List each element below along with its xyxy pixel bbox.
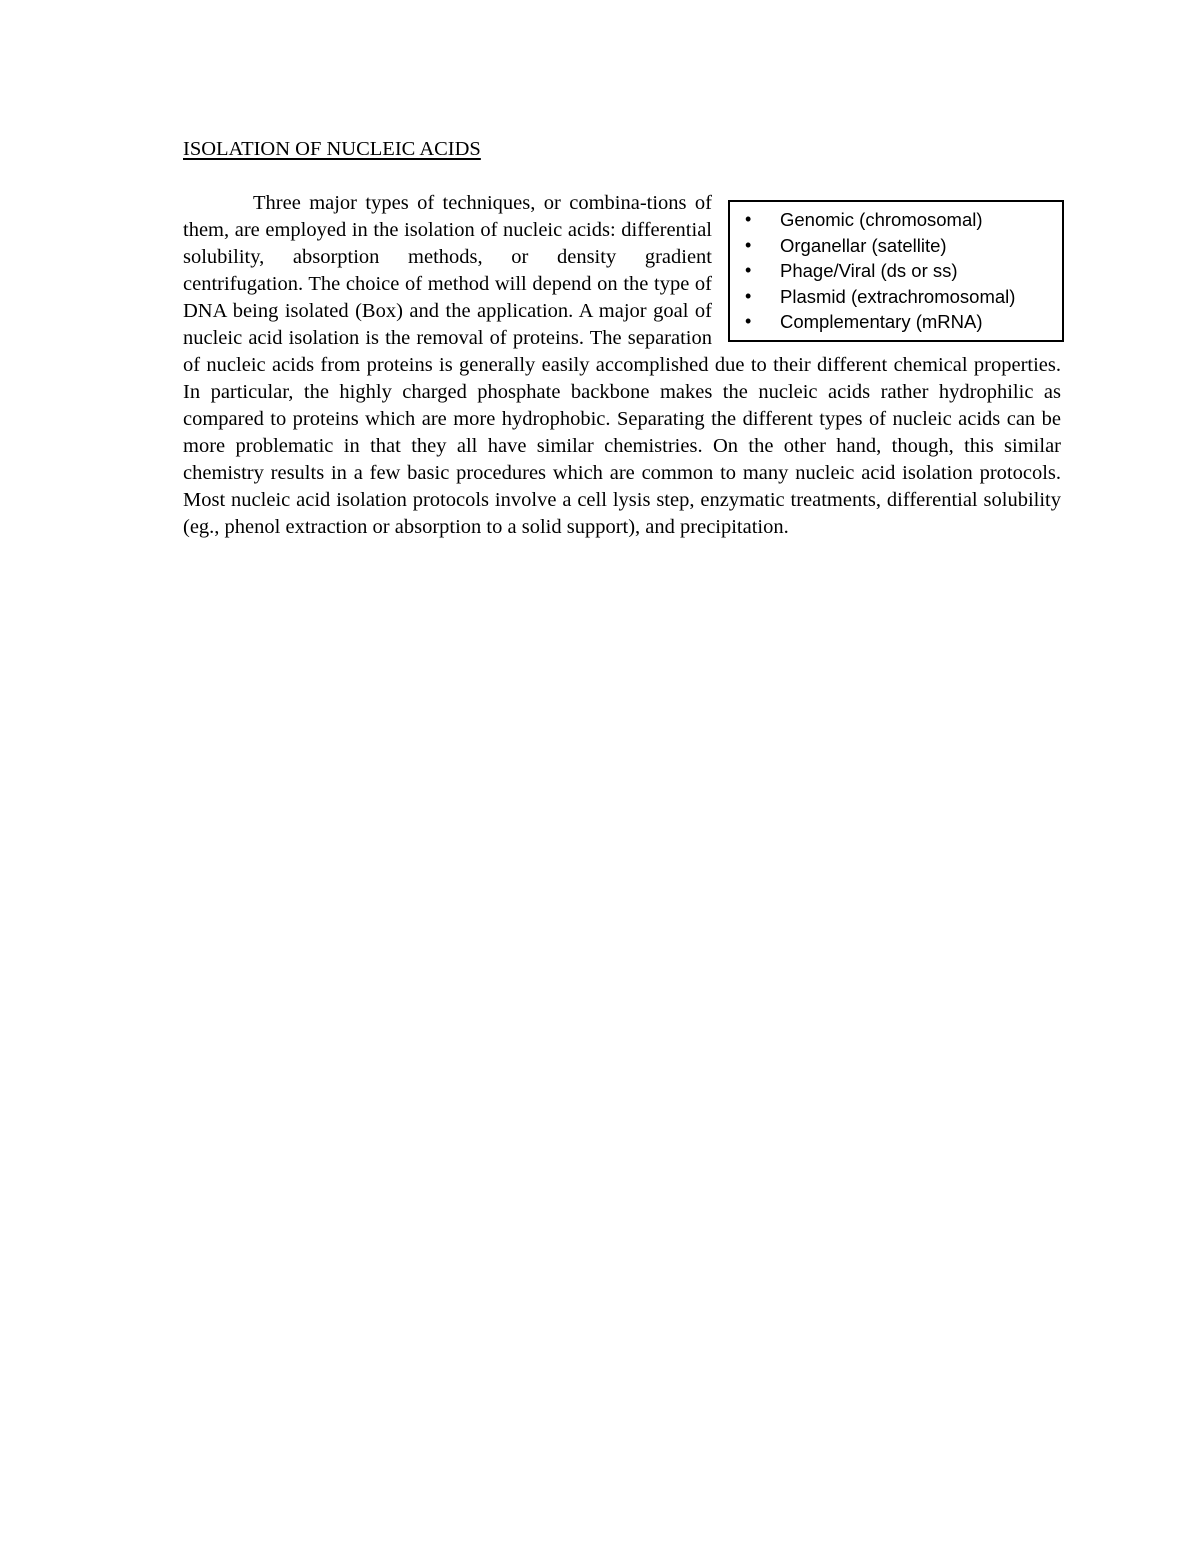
list-item [738,309,1054,335]
dna-types-box [728,200,1064,342]
dna-types-list [738,207,1054,335]
document-heading: ISOLATION OF NUCLEIC ACIDS [183,138,481,160]
list-item-text: Complementary (mRNA) [780,311,983,333]
bullet-dot-icon: • [745,311,752,332]
list-item [738,284,1054,310]
list-item [738,233,1054,259]
heading-spacer [183,163,1061,190]
body-paragraph: Three major types of techniques, or combina-tions of them, are employed in the isolation of nucleic acids: differential solubility, absorption methods, or density gradient centrifugation. The choice of method will depend on the type of DNA being isolated (Box) and the application. A major goal of nucleic acid isolation is the removal of proteins. The separation of nucleic acids from proteins is generally easily accomplished due to their different chemical properties. In particular, the highly charged phosphate backbone makes the nucleic acids rather hydrophilic as compared to proteins which are more hydrophobic. Separating the different types of nucleic acids can be more problematic in that they all have similar chemistries. On the other hand, though, this similar chemistry results in a few basic procedures which are common to many nucleic acid isolation protocols. Most nucleic acid isolation protocols involve a cell lysis step, enzymatic treatments, differential solubility (eg., phenol extraction or absorption to a solid support), and precipitation. [183,192,1061,538]
list-item [738,207,1054,233]
bullet-dot-icon: • [745,209,752,229]
list-item-text: Genomic (chromosomal) [780,209,983,230]
list-item-text: Organellar (satellite) [780,234,947,256]
document-content [183,136,1061,541]
list-item-text: Phage/Viral (ds or ss) [780,260,958,282]
bullet-dot-icon: • [745,260,752,281]
bullet-dot-icon: • [745,234,752,255]
list-item-text: Plasmid (extrachromosomal) [780,285,1016,307]
list-item [738,258,1054,284]
bullet-dot-icon: • [745,285,752,306]
